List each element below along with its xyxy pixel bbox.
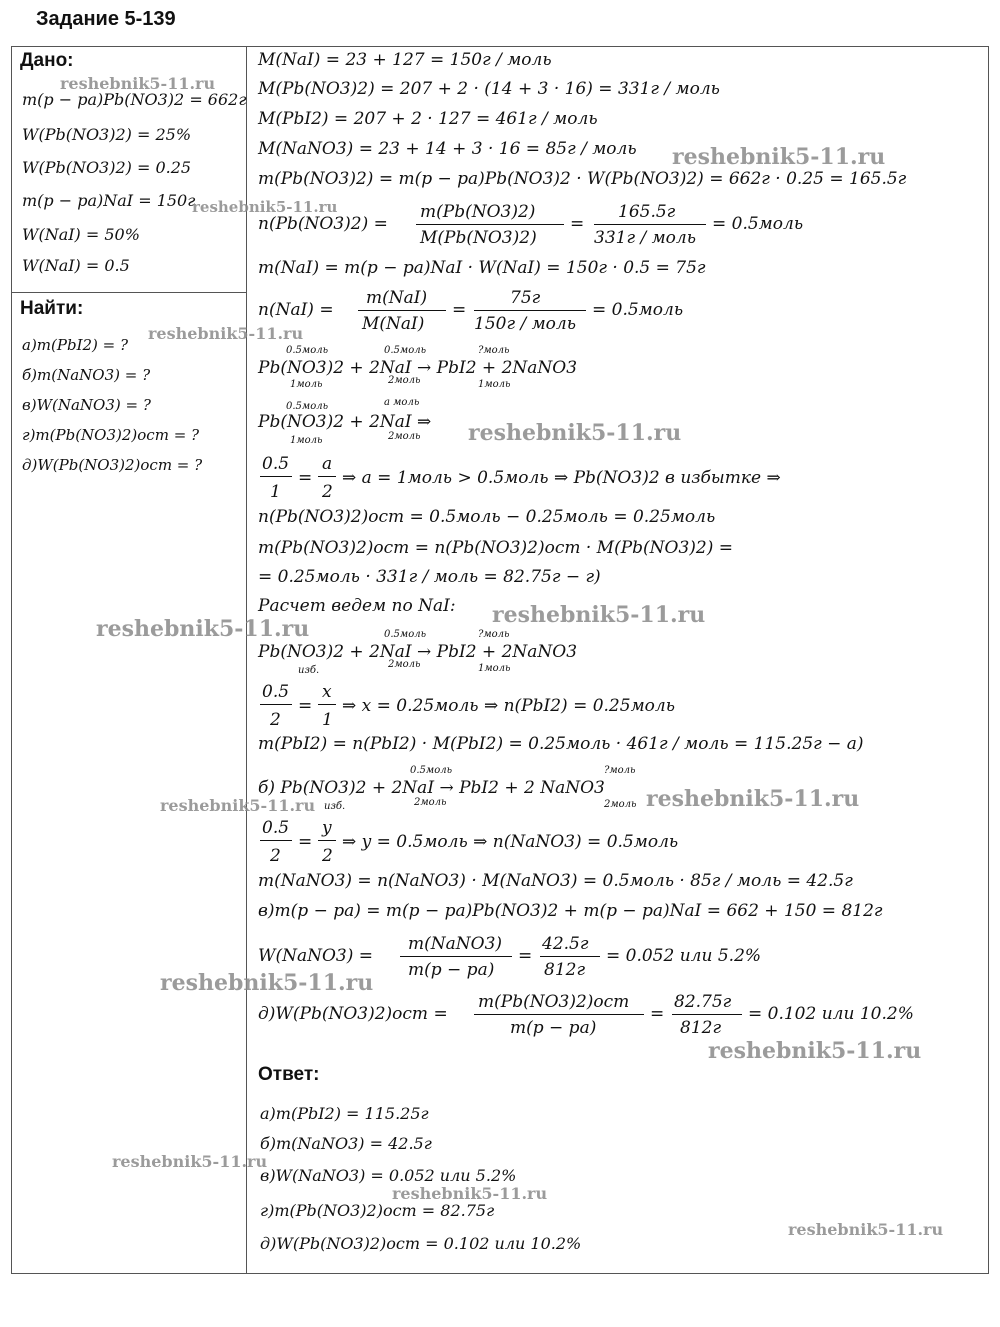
answer-item: г)m(Pb(NO3)2)ост = 82.75г: [260, 1201, 495, 1220]
reaction-equation: Pb(NO3)2 + 2NaI ⇒: [258, 412, 432, 432]
fraction-bar: [318, 840, 336, 841]
reaction-label: ?моль: [478, 345, 510, 356]
solution-line: n(NaI) =: [258, 300, 334, 320]
fraction-bar: [318, 704, 336, 705]
fraction-bar: [672, 1014, 742, 1015]
solution-line: m(Pb(NO3)2)ост = n(Pb(NO3)2)ост · M(Pb(NO3)2) =: [258, 538, 734, 558]
solution-line: ⇒ x = 0.25моль ⇒ n(PbI2) = 0.25моль: [342, 696, 675, 716]
solution-line: = 0.5моль: [592, 300, 684, 320]
reaction-equation: Pb(NO3)2 + 2NaI → PbI2 + 2NaNO3: [258, 358, 578, 378]
reaction-label: 1моль: [290, 435, 323, 446]
fraction-denominator: M(NaI): [362, 314, 425, 334]
fraction-numerator: 0.5: [262, 818, 290, 838]
solution-line: = 0.102 или 10.2%: [748, 1004, 914, 1024]
given-item: W(NaI) = 50%: [22, 225, 140, 244]
reaction-label: 0.5моль: [384, 629, 427, 640]
solution-line: Расчет ведем по NaI:: [258, 596, 456, 616]
equals-sign: =: [452, 300, 467, 320]
solution-line: M(NaNO3) = 23 + 14 + 3 · 16 = 85г / моль: [258, 139, 637, 159]
fraction-numerator: m(NaI): [366, 288, 428, 308]
fraction-bar: [400, 956, 512, 957]
reaction-label: 0.5моль: [286, 345, 329, 356]
fraction-denominator: 1: [270, 482, 281, 502]
fraction-numerator: x: [322, 682, 332, 702]
reaction-label: изб.: [324, 801, 346, 812]
reaction-label: изб.: [298, 665, 320, 676]
reaction-label: 0.5моль: [410, 765, 453, 776]
solution-line: W(NaNO3) =: [258, 946, 374, 966]
find-item: б)m(NaNO3) = ?: [22, 366, 151, 384]
reaction-label: 2моль: [388, 431, 421, 442]
fraction-denominator: 2: [270, 710, 281, 730]
equals-sign: =: [650, 1004, 665, 1024]
solution-line: m(NaI) = m(p − pa)NaI · W(NaI) = 150г · 0.5 = 75г: [258, 258, 706, 278]
fraction-numerator: y: [322, 818, 332, 838]
find-header: Найти:: [20, 298, 84, 319]
solution-line: n(Pb(NO3)2) =: [258, 214, 388, 234]
solution-line: M(PbI2) = 207 + 2 · 127 = 461г / моль: [258, 109, 598, 129]
solution-line: = 0.25моль · 331г / моль = 82.75г − г): [258, 567, 601, 587]
find-item: в)W(NaNO3) = ?: [22, 396, 151, 414]
fraction-denominator: m(p − pa): [510, 1018, 597, 1038]
equals-sign: =: [298, 696, 313, 716]
fraction-denominator: 812г: [680, 1018, 722, 1038]
fraction-numerator: m(Pb(NO3)2): [420, 202, 536, 222]
solution-line: m(PbI2) = n(PbI2) · M(PbI2) = 0.25моль · 461г / моль = 115.25г − а): [258, 734, 864, 754]
solution-line: в)m(p − pa) = m(p − pa)Pb(NO3)2 + m(p − pa)NaI = 662 + 150 = 812г: [258, 901, 883, 921]
solution-line: m(Pb(NO3)2) = m(p − pa)Pb(NO3)2 · W(Pb(NO3)2) = 662г · 0.25 = 165.5г: [258, 169, 907, 189]
watermark: reshebnik5-11.ru: [708, 1038, 922, 1064]
answer-header: Ответ:: [258, 1064, 320, 1085]
watermark: reshebnik5-11.ru: [148, 324, 304, 343]
fraction-numerator: 0.5: [262, 454, 290, 474]
given-item: W(Pb(NO3)2) = 25%: [22, 125, 192, 144]
watermark: reshebnik5-11.ru: [672, 144, 886, 170]
equals-sign: =: [518, 946, 533, 966]
fraction-bar: [474, 310, 586, 311]
watermark: reshebnik5-11.ru: [192, 198, 338, 216]
solution-line: ⇒ a = 1моль > 0.5моль ⇒ Pb(NO3)2 в избытке ⇒: [342, 468, 781, 488]
watermark: reshebnik5-11.ru: [646, 786, 860, 812]
solution-line: д)W(Pb(NO3)2)ост =: [258, 1004, 448, 1024]
given-header: Дано:: [20, 50, 74, 71]
reaction-label: 0.5моль: [384, 345, 427, 356]
solution-line: = 0.052 или 5.2%: [606, 946, 762, 966]
fraction-numerator: a: [322, 454, 333, 474]
fraction-denominator: m(p − pa): [408, 960, 495, 980]
find-item: г)m(Pb(NO3)2)ост = ?: [22, 426, 200, 444]
fraction-numerator: 165.5г: [618, 202, 676, 222]
reaction-label: ?моль: [604, 765, 636, 776]
watermark: reshebnik5-11.ru: [492, 602, 706, 628]
given-find-divider: [11, 292, 247, 293]
reaction-label: 1моль: [478, 663, 511, 674]
given-item: W(NaI) = 0.5: [22, 256, 130, 275]
solution-line: M(Pb(NO3)2) = 207 + 2 · (14 + 3 · 16) = 331г / моль: [258, 79, 720, 99]
reaction-label: a моль: [384, 397, 420, 408]
fraction-bar: [416, 224, 564, 225]
watermark: reshebnik5-11.ru: [60, 74, 216, 93]
fraction-bar: [594, 224, 706, 225]
fraction-denominator: 1: [322, 710, 333, 730]
fraction-numerator: 0.5: [262, 682, 290, 702]
watermark: reshebnik5-11.ru: [468, 420, 682, 446]
fraction-denominator: 2: [322, 846, 333, 866]
reaction-label: 2моль: [414, 797, 447, 808]
reaction-label: 1моль: [478, 379, 511, 390]
watermark: reshebnik5-11.ru: [96, 616, 310, 642]
fraction-bar: [260, 476, 292, 477]
reaction-label: 0.5моль: [286, 401, 329, 412]
fraction-numerator: 82.75г: [674, 992, 732, 1012]
watermark: reshebnik5-11.ru: [112, 1152, 268, 1171]
watermark: reshebnik5-11.ru: [392, 1184, 548, 1203]
fraction-denominator: 150г / моль: [474, 314, 576, 334]
solution-line: m(NaNO3) = n(NaNO3) · M(NaNO3) = 0.5моль · 85г / моль = 42.5г: [258, 871, 853, 891]
fraction-bar: [318, 476, 336, 477]
fraction-numerator: m(Pb(NO3)2)ост: [478, 992, 630, 1012]
fraction-numerator: 75г: [510, 288, 541, 308]
answer-item: в)W(NaNO3) = 0.052 или 5.2%: [260, 1166, 517, 1185]
answer-item: д)W(Pb(NO3)2)ост = 0.102 или 10.2%: [260, 1234, 582, 1253]
answer-item: а)m(PbI2) = 115.25г: [260, 1104, 429, 1123]
equals-sign: =: [298, 832, 313, 852]
reaction-label: ?моль: [478, 629, 510, 640]
task-title: Задание 5-139: [36, 8, 176, 30]
watermark: reshebnik5-11.ru: [788, 1220, 944, 1239]
given-item: m(p − pa)NaI = 150г: [22, 191, 196, 210]
fraction-denominator: 812г: [544, 960, 586, 980]
fraction-bar: [260, 840, 292, 841]
equals-sign: =: [570, 214, 585, 234]
fraction-denominator: 2: [322, 482, 333, 502]
answer-item: б)m(NaNO3) = 42.5г: [260, 1134, 432, 1153]
reaction-label: 1моль: [290, 379, 323, 390]
solution-line: M(NaI) = 23 + 127 = 150г / моль: [258, 50, 552, 70]
column-divider: [246, 46, 247, 1274]
find-item: а)m(PbI2) = ?: [22, 336, 129, 354]
reaction-label: 2моль: [388, 659, 421, 670]
fraction-bar: [540, 956, 600, 957]
equals-sign: =: [298, 468, 313, 488]
reaction-equation: б) Pb(NO3)2 + 2NaI → PbI2 + 2 NaNO3: [258, 778, 605, 798]
given-item: W(Pb(NO3)2) = 0.25: [22, 158, 192, 177]
reaction-equation: Pb(NO3)2 + 2NaI → PbI2 + 2NaNO3: [258, 642, 578, 662]
fraction-bar: [358, 310, 446, 311]
solution-line: ⇒ y = 0.5моль ⇒ n(NaNO3) = 0.5моль: [342, 832, 679, 852]
fraction-numerator: 42.5г: [542, 934, 589, 954]
solution-line: = 0.5моль: [712, 214, 804, 234]
reaction-label: 2моль: [604, 799, 637, 810]
fraction-denominator: 331г / моль: [594, 228, 696, 248]
find-item: д)W(Pb(NO3)2)ост = ?: [22, 456, 203, 474]
watermark: reshebnik5-11.ru: [160, 970, 374, 996]
fraction-numerator: m(NaNO3): [408, 934, 503, 954]
fraction-denominator: 2: [270, 846, 281, 866]
given-item: m(p − pa)Pb(NO3)2 = 662г: [22, 90, 247, 109]
solution-line: n(Pb(NO3)2)ост = 0.5моль − 0.25моль = 0.25моль: [258, 507, 716, 527]
fraction-denominator: M(Pb(NO3)2): [420, 228, 537, 248]
fraction-bar: [474, 1014, 644, 1015]
watermark: reshebnik5-11.ru: [160, 796, 316, 815]
fraction-bar: [260, 704, 292, 705]
reaction-label: 2моль: [388, 375, 421, 386]
